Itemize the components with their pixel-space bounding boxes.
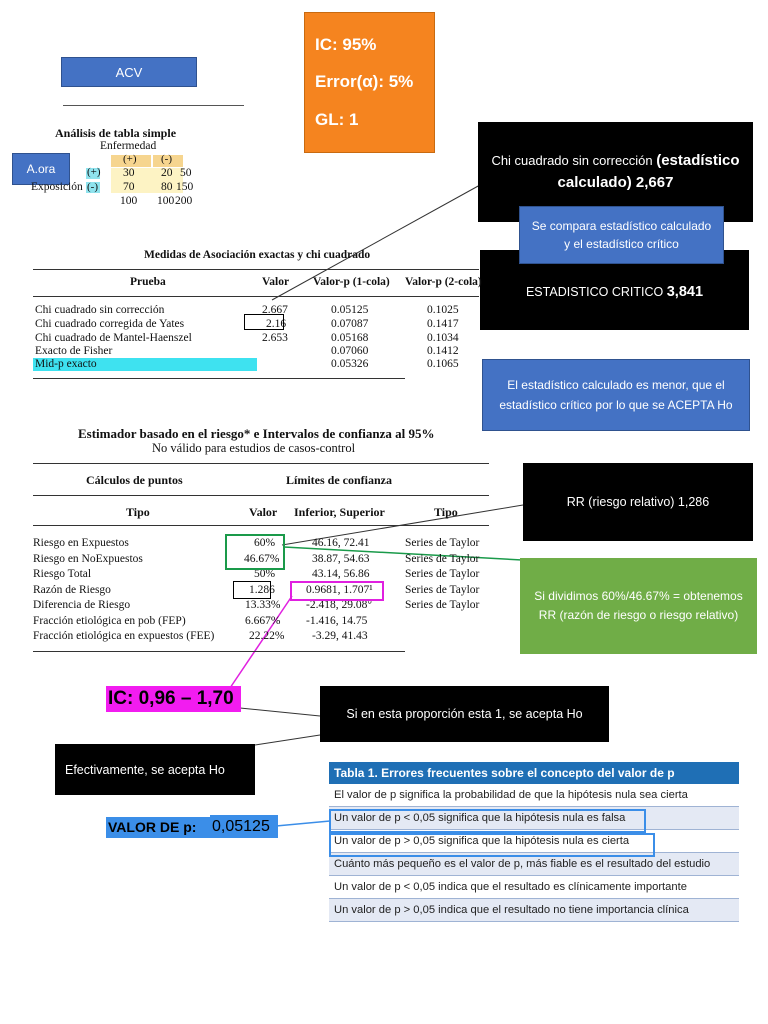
measures-title: Medidas de Asociación exactas y chi cuadrado: [144, 249, 371, 261]
cell-b: 20: [161, 167, 173, 179]
exposicion-label: Exposición: [31, 181, 83, 193]
efectivamente-text: Efectivamente, se acepta Ho: [65, 762, 225, 777]
measures-h-prueba: Prueba: [130, 276, 166, 288]
risk-row-label: Fracción etiológica en pob (FEP): [33, 615, 186, 627]
measures-head-rule: [33, 296, 479, 297]
efectivamente-box: [55, 744, 255, 795]
connector-efectivamente: [255, 735, 320, 745]
falsa-highlight-box: [329, 809, 646, 833]
measures-p2: 0.1034: [427, 332, 459, 344]
risk-row-ic: -2.418, 29.08°: [306, 599, 372, 611]
acv-label: ACV: [115, 64, 143, 80]
risk-row-valor: 22.22%: [249, 630, 285, 642]
yates-highlight-box: [244, 314, 287, 330]
row-neg: (-): [87, 181, 98, 193]
cell-a: 30: [123, 167, 135, 179]
risk-row-tipo: Series de Taylor: [405, 584, 480, 596]
risk-row-valor: 6.667%: [245, 615, 281, 627]
compare-box: [519, 206, 724, 264]
gl-line: GL: 1: [315, 110, 359, 129]
col-pos: (+): [123, 153, 137, 165]
risk-row-ic: -3.29, 41.43: [312, 630, 368, 642]
accept-ho-box: [482, 359, 750, 431]
risk-col-valor: Valor: [249, 505, 278, 519]
aora-label: A.ora: [26, 162, 56, 176]
risk-head1: Cálculos de puntos: [86, 473, 183, 487]
measures-p2: 0.1065: [427, 358, 459, 370]
proporcion-text: Si en esta proporción esta 1, se acepta Ho: [346, 707, 583, 721]
risk-row-tipo: Series de Taylor: [405, 599, 480, 611]
chi-line1b: (estadístico: [656, 152, 740, 169]
critico-value: 3,841: [666, 284, 704, 300]
risk-row-ic: 38.87, 54.63: [312, 553, 370, 565]
risk-row-valor: 1.286: [249, 584, 275, 596]
green-rr-box: [520, 558, 757, 654]
risk-row-tipo: Series de Taylor: [405, 553, 480, 565]
col-neg: (-): [161, 153, 172, 165]
risk-title: Estimador basado en el riesgo* e Intervalos de confianza al 95%: [78, 426, 435, 441]
cell-r1-total: 50: [180, 167, 192, 179]
simple-table-title: Análisis de tabla simple: [55, 126, 177, 140]
cierta-highlight-box: [329, 833, 655, 857]
measures-p2: 0.1412: [427, 345, 459, 357]
measures-row: Chi cuadrado sin corrección: [35, 304, 165, 316]
connector-valorp: [276, 821, 330, 826]
risk-row-ic: 0.9681, 1.707¹: [306, 584, 373, 596]
risk-mid-rule: [33, 495, 489, 496]
enfermedad-label: Enfermedad: [100, 140, 157, 152]
cell-r2-total: 150: [176, 181, 194, 193]
risk-head-rule: [33, 525, 489, 526]
risk-row-ic: 46.16, 72.41: [312, 537, 370, 549]
risk-row-ic: 43.14, 56.86: [312, 568, 370, 580]
errors-row: Un valor de p < 0,05 significa que la hipótesis nula es falsa: [329, 807, 739, 830]
ic-highlight-box: [290, 581, 384, 601]
proporcion-box: [320, 686, 609, 742]
measures-row: Chi cuadrado corregida de Yates: [35, 318, 185, 330]
measures-valor: 2.16: [266, 318, 287, 330]
errors-row: Un valor de p > 0,05 significa que la hipótesis nula es cierta: [329, 830, 739, 853]
risk-row-valor: 50%: [254, 568, 276, 580]
errors-row: El valor de p significa la probabilidad de que la hipótesis nula sea cierta: [329, 784, 739, 807]
errors-row: Cuánto más pequeño es el valor de p, más fiable es el resultado del estudio: [329, 853, 739, 876]
accept-text: El estadístico calculado es menor, que el estadístico crítico por lo que se ACEPTA Ho: [499, 378, 733, 412]
measures-row: Mid-p exacto: [35, 358, 97, 370]
green-highlight-box: [225, 534, 285, 570]
cell-col2-total: 100: [157, 195, 175, 207]
risk-row-valor: 60%: [254, 537, 276, 549]
cell-d: 80: [161, 181, 173, 193]
connector-proporcion: [240, 708, 320, 716]
errors-table-title: Tabla 1. Errores frecuentes sobre el concepto del valor de p: [329, 762, 739, 784]
critico-label: ESTADISTICO CRITICO: [525, 285, 664, 299]
rr-text: RR (riesgo relativo) 1,286: [566, 495, 710, 509]
valor-p-label: VALOR DE p:: [106, 817, 212, 838]
measures-h-p2: Valor-p (2-cola): [405, 276, 482, 288]
risk-bottom-rule: [33, 651, 405, 652]
risk-head2: Límites de confianza: [286, 473, 392, 487]
cell-col1-total: 100: [120, 195, 138, 207]
risk-row-tipo: Series de Taylor: [405, 568, 480, 580]
acv-button[interactable]: [61, 57, 197, 87]
risk-row-tipo: Series de Taylor: [405, 537, 480, 549]
risk-row-ic: -1.416, 14.75: [306, 615, 368, 627]
measures-row: Chi cuadrado de Mantel-Haenszel: [35, 332, 192, 344]
risk-top-rule: [33, 463, 489, 464]
risk-subtitle: No válido para estudios de casos-control: [152, 441, 356, 455]
ic-range-label: IC: 0,96 – 1,70: [106, 686, 241, 712]
risk-col-tipo2: Tipo: [434, 505, 458, 519]
risk-row-label: Riesgo Total: [33, 568, 92, 580]
measures-h-p1: Valor-p (1-cola): [313, 276, 390, 288]
green-text: Si dividimos 60%/46.67% = obtenemos RR (razón de riesgo o riesgo relativo): [534, 589, 743, 622]
measures-bottom-rule: [33, 378, 405, 379]
risk-row-label: Riesgo en NoExpuestos: [33, 553, 143, 565]
rr-highlight-box: [233, 581, 271, 599]
risk-row-label: Fracción etiológica en expuestos (FEE): [33, 630, 215, 642]
measures-valor: 2.667: [262, 304, 288, 316]
measures-p1: 0.05125: [331, 304, 369, 316]
measures-top-rule: [33, 269, 479, 270]
measures-p1: 0.05168: [331, 332, 369, 344]
divider: [63, 105, 244, 106]
risk-col-inf: Inferior, Superior: [294, 505, 385, 519]
measures-p2: 0.1025: [427, 304, 459, 316]
risk-row-label: Riesgo en Expuestos: [33, 537, 129, 549]
chi-line1: Chi cuadrado sin corrección: [491, 153, 653, 168]
risk-col-tipo: Tipo: [126, 505, 150, 519]
error-line: Error(α): 5%: [315, 72, 414, 91]
risk-row-valor: 13.33%: [245, 599, 281, 611]
valor-p-value: 0,05125: [210, 815, 278, 838]
risk-row-label: Diferencia de Riesgo: [33, 599, 131, 611]
cell-grand-total: 200: [175, 195, 193, 207]
rr-box: [523, 463, 753, 541]
measures-h-valor: Valor: [262, 276, 290, 288]
compare-text: Se compara estadístico calculado y el estadístico crítico: [531, 219, 712, 251]
measures-p2: 0.1417: [427, 318, 459, 330]
errors-row: Un valor de p < 0,05 indica que el resultado es clínicamente importante: [329, 876, 739, 899]
measures-row: Exacto de Fisher: [35, 345, 113, 357]
measures-p1: 0.05326: [331, 358, 369, 370]
ic-parameters-box: [304, 12, 435, 153]
chi-line2: calculado) 2,667: [557, 174, 674, 191]
row-pos: (+): [87, 166, 101, 178]
ic-line: IC: 95%: [315, 35, 377, 54]
risk-row-label: Razón de Riesgo: [33, 584, 111, 596]
risk-row-valor: 46.67%: [244, 553, 280, 565]
errors-row: Un valor de p > 0,05 indica que el resultado no tiene importancia clínica: [329, 899, 739, 922]
measures-p1: 0.07060: [331, 345, 369, 357]
measures-valor: 2.653: [262, 332, 288, 344]
measures-p1: 0.07087: [331, 318, 369, 330]
cell-c: 70: [123, 181, 135, 193]
